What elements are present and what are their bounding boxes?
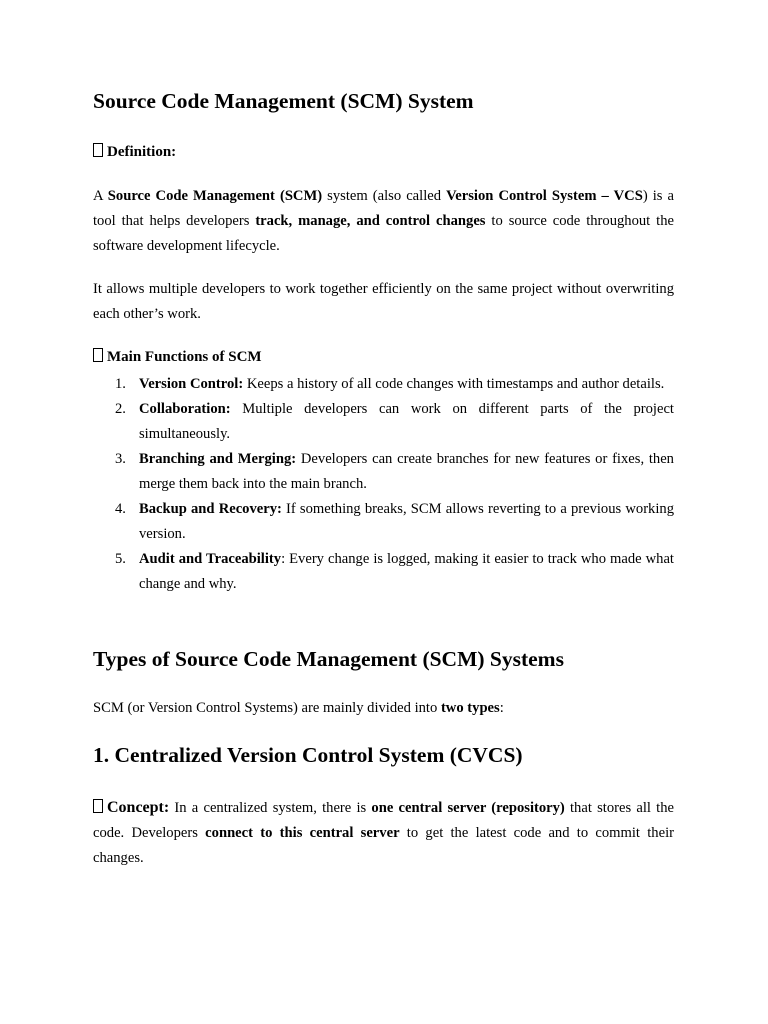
placeholder-glyph-icon <box>93 143 103 157</box>
functions-heading-text: Main Functions of SCM <box>107 349 262 365</box>
cvcs-text-c: that stores all the code. Developers <box>93 800 674 841</box>
list-item-text: Developers can create branches for new features or fixes, then merge them back into the main branch. <box>139 451 674 492</box>
placeholder-glyph-icon <box>93 799 103 813</box>
list-number: 3. <box>115 451 126 467</box>
list-item <box>93 497 674 547</box>
list-item-label: Backup and Recovery: <box>139 501 282 517</box>
functions-heading <box>93 347 262 367</box>
definition-text-c: system (also called <box>322 188 447 204</box>
cvcs-text-d: to get the latest code and to commit their changes. <box>93 825 674 866</box>
definition-text-a: A <box>93 188 108 204</box>
collaboration-paragraph: It allows multiple developers to work together efficiently on the same project without overwriting each other’s work. <box>93 281 674 322</box>
list-item-text: Multiple developers can work on different parts of the project simultaneously. <box>139 401 674 442</box>
functions-list <box>93 372 674 597</box>
list-item-label: Audit and Traceability <box>139 551 282 567</box>
types-intro-bold: two types <box>440 700 500 716</box>
placeholder-glyph-icon <box>93 348 103 362</box>
definition-bold-scm: Source Code Management (SCM) <box>107 188 323 204</box>
definition-heading-text: Definition: <box>107 144 177 160</box>
concept-label: Concept: <box>107 799 170 816</box>
definition-bold-vcs: Version Control System – VCS <box>446 188 643 204</box>
cvcs-bold-connect: connect to this central server <box>205 825 400 841</box>
types-intro-text-a: SCM (or Version Control Systems) are mainly divided into <box>93 700 441 716</box>
list-number: 2. <box>115 401 126 417</box>
types-intro <box>93 696 674 721</box>
page-title: Source Code Management (SCM) System <box>93 89 474 113</box>
list-number: 5. <box>115 551 126 567</box>
list-item <box>93 397 674 447</box>
list-item-label: Collaboration: <box>139 401 231 417</box>
cvcs-text-a: In a centralized system, there is <box>169 800 372 816</box>
list-number: 4. <box>115 501 126 517</box>
definition-text-e: to source code throughout the software development lifecycle. <box>93 213 674 254</box>
definition-bold-track: track, manage, and control changes <box>255 213 486 229</box>
list-item <box>93 447 674 497</box>
list-item <box>93 372 674 397</box>
types-intro-text-c: : <box>499 700 504 716</box>
cvcs-bold-server: one central server (repository) <box>371 800 565 816</box>
cvcs-heading: 1. Centralized Version Control System (CVCS) <box>93 743 523 767</box>
cvcs-concept-paragraph <box>93 795 674 871</box>
definition-paragraph <box>93 184 674 259</box>
types-heading: Types of Source Code Management (SCM) Systems <box>93 647 564 671</box>
list-item <box>93 547 674 597</box>
list-item-text: If something breaks, SCM allows reverting to a previous working version. <box>139 501 674 542</box>
list-item-text: : Every change is logged, making it easier to track who made what change and why. <box>139 551 674 592</box>
definition-heading <box>93 142 176 162</box>
list-number: 1. <box>115 376 126 392</box>
list-item-text: Keeps a history of all code changes with timestamps and author details. <box>243 376 665 392</box>
definition-text-d: ) is a tool that helps developers <box>93 188 674 229</box>
list-item-label: Version Control: <box>139 376 244 392</box>
list-item-label: Branching and Merging: <box>139 451 297 467</box>
